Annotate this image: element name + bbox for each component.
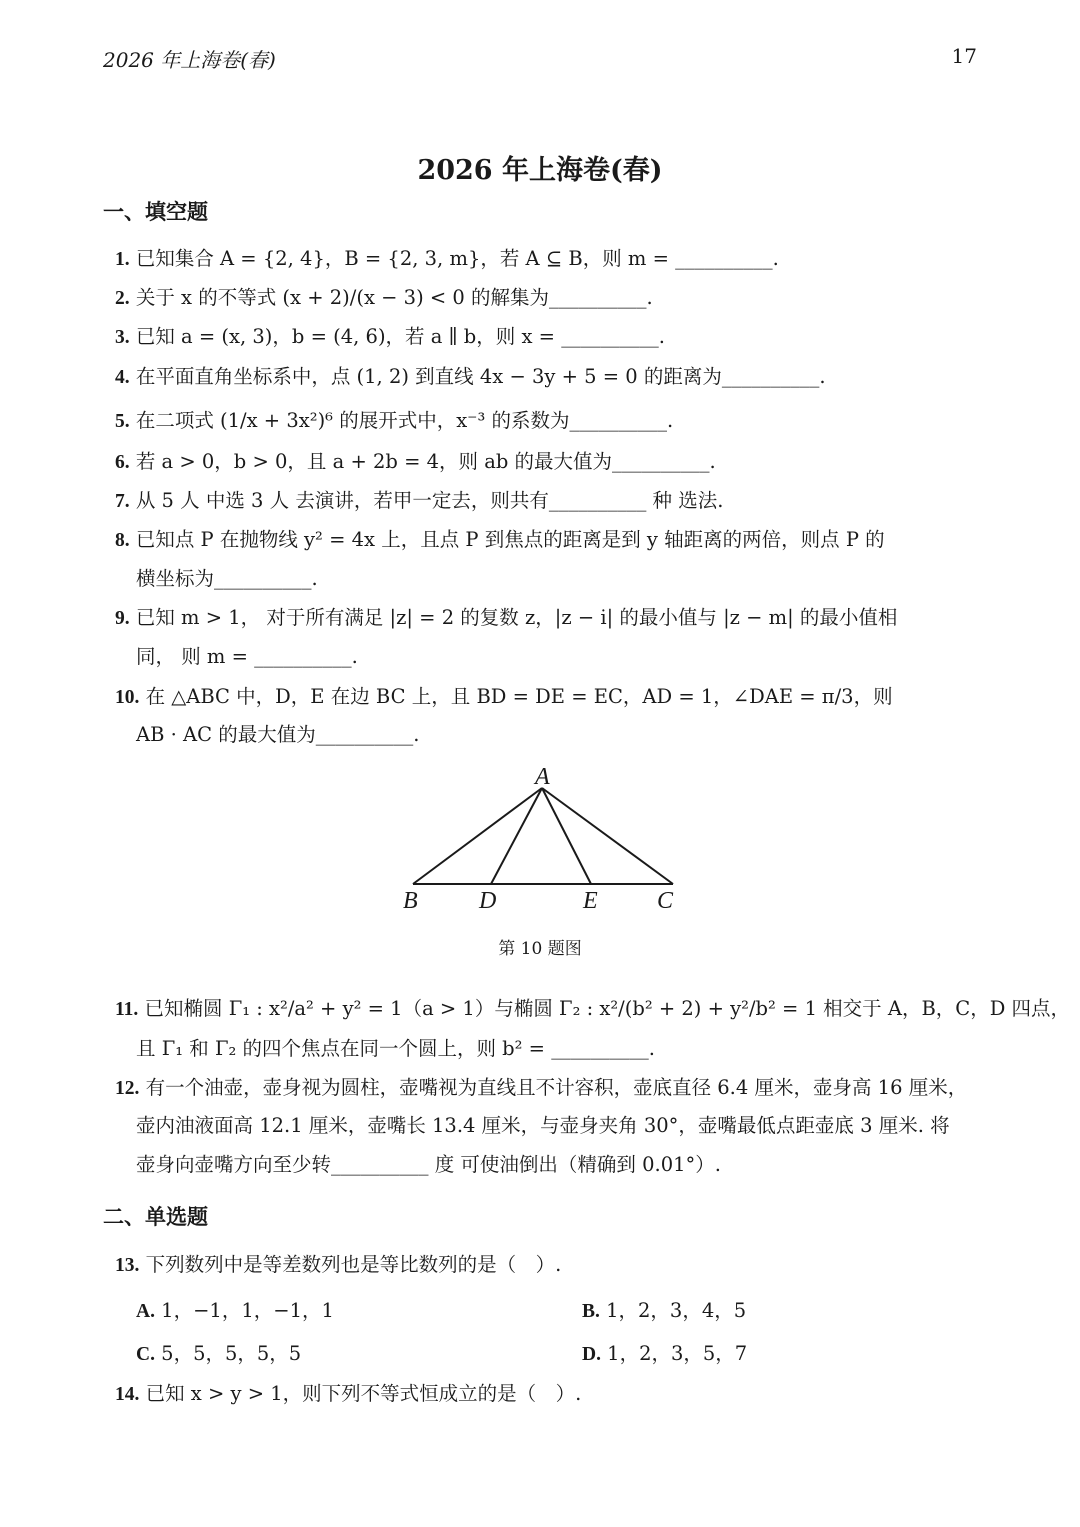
question-7: [115, 488, 723, 515]
question-6: [115, 449, 716, 476]
running-header-title: 2026 年上海卷(春): [103, 48, 276, 72]
figure-caption: 第 10 题图: [498, 939, 582, 959]
vertex-label-d: D: [479, 888, 497, 914]
question-10-continuation: AB · AC 的最大值为__________.: [136, 723, 420, 746]
question-number: 9.: [115, 608, 130, 629]
question-14: [115, 1381, 581, 1408]
question-4: [115, 364, 826, 391]
question-text: 已知点 P 在抛物线 y² = 4x 上，且点 P 到焦点的距离是到 y 轴距离的两倍，则点 P 的: [135, 528, 885, 551]
question-12: [115, 1075, 967, 1102]
question-9-continuation: 同， 则 m = __________.: [136, 645, 358, 668]
option-label: D.: [582, 1344, 601, 1365]
question-11-continuation: 且 Γ₁ 和 Γ₂ 的四个焦点在同一个圆上，则 b² = __________.: [136, 1037, 655, 1060]
question-9: [115, 605, 897, 632]
page-title: 2026 年上海卷(春): [417, 155, 663, 186]
question-text: 在平面直角坐标系中，点 (1, 2) 到直线 4x − 3y + 5 = 0 的距离为__________.: [135, 365, 826, 388]
section-heading-fill-blank: 一、填空题: [103, 199, 208, 224]
question-12-continuation: 壶内油液面高 12.1 厘米，壶嘴长 13.4 厘米，与壶身夹角 30°，壶嘴最低点距壶底 3 厘米. 将: [136, 1114, 950, 1137]
question-11: [115, 996, 1070, 1023]
question-8: [115, 527, 885, 554]
question-text: 在二项式 (1/x + 3x²)⁶ 的展开式中，x⁻³ 的系数为__________.: [135, 409, 674, 432]
question-text: 已知 x > y > 1，则下列不等式恒成立的是（ ）.: [145, 1382, 582, 1405]
question-1: [115, 246, 779, 273]
option-a: [136, 1295, 334, 1323]
vertex-label-a: A: [535, 764, 550, 790]
option-text: 1，2，3，5，7: [607, 1342, 748, 1365]
question-text: 若 a > 0，b > 0，且 a + 2b = 4，则 ab 的最大值为__________.: [135, 450, 716, 473]
question-13: [115, 1252, 561, 1279]
question-number: 1.: [115, 249, 130, 270]
option-label: B.: [582, 1301, 600, 1322]
vertex-label-e: E: [583, 888, 598, 914]
question-3: [115, 324, 665, 351]
question-10: [115, 684, 893, 711]
question-number: 2.: [115, 288, 130, 309]
question-8-continuation: 横坐标为__________.: [136, 567, 318, 590]
segment-ae: [542, 788, 591, 884]
question-text: 下列数列中是等差数列也是等比数列的是（ ）.: [145, 1253, 562, 1276]
page-number: 17: [951, 44, 977, 68]
question-number: 4.: [115, 367, 130, 388]
question-number: 8.: [115, 530, 130, 551]
option-label: A.: [136, 1301, 155, 1322]
option-d: [582, 1338, 747, 1366]
segment-ab: [413, 788, 542, 884]
question-text: 在 △ABC 中，D，E 在边 BC 上，且 BD = DE = EC，AD = 1，∠DAE = π/3，则: [145, 685, 893, 708]
question-number: 7.: [115, 491, 130, 512]
triangle-figure: [395, 760, 695, 920]
question-2: [115, 285, 653, 312]
option-b: [582, 1295, 746, 1323]
question-text: 已知 a = (x, 3)，b = (4, 6)，若 a ∥ b，则 x = __________.: [135, 325, 665, 348]
question-text: 已知 m > 1， 对于所有满足 |z| = 2 的复数 z，|z − i| 的最小值与 |z − m| 的最小值相: [135, 606, 898, 629]
option-text: 1，−1，1，−1，1: [161, 1299, 334, 1322]
section-heading-single-choice: 二、单选题: [103, 1204, 208, 1229]
vertex-label-b: B: [403, 888, 418, 914]
question-number: 13.: [115, 1255, 140, 1276]
segment-ac: [542, 788, 673, 884]
question-number: 6.: [115, 452, 130, 473]
option-text: 5，5，5，5，5: [161, 1342, 302, 1365]
question-number: 3.: [115, 327, 130, 348]
question-number: 5.: [115, 411, 130, 432]
question-text: 从 5 人 中选 3 人 去演讲，若甲一定去，则共有__________ 种 选法.: [135, 489, 724, 512]
question-number: 14.: [115, 1384, 140, 1405]
segment-ad: [491, 788, 542, 884]
question-5: [115, 408, 673, 435]
question-text: 已知集合 A = {2, 4}，B = {2, 3, m}，若 A ⊆ B，则 m = __________.: [135, 247, 779, 270]
question-text: 已知椭圆 Γ₁ : x²/a² + y² = 1（a > 1）与椭圆 Γ₂ : x²/(b² + 2) + y²/b² = 1 相交于 A，B，C，D 四点，: [144, 997, 1071, 1020]
question-text: 关于 x 的不等式 (x + 2)/(x − 3) < 0 的解集为__________.: [135, 286, 653, 309]
option-text: 1，2，3，4，5: [606, 1299, 747, 1322]
question-number: 11.: [115, 999, 139, 1020]
question-number: 10.: [115, 687, 140, 708]
question-12-continuation-2: 壶身向壶嘴方向至少转__________ 度 可使油倒出（精确到 0.01°）.: [136, 1153, 721, 1176]
vertex-label-c: C: [657, 888, 674, 914]
question-text: 有一个油壶，壶身视为圆柱，壶嘴视为直线且不计容积，壶底直径 6.4 厘米，壶身高 16 厘米，: [145, 1076, 968, 1099]
question-number: 12.: [115, 1078, 140, 1099]
option-c: [136, 1338, 301, 1366]
option-label: C.: [136, 1344, 155, 1365]
